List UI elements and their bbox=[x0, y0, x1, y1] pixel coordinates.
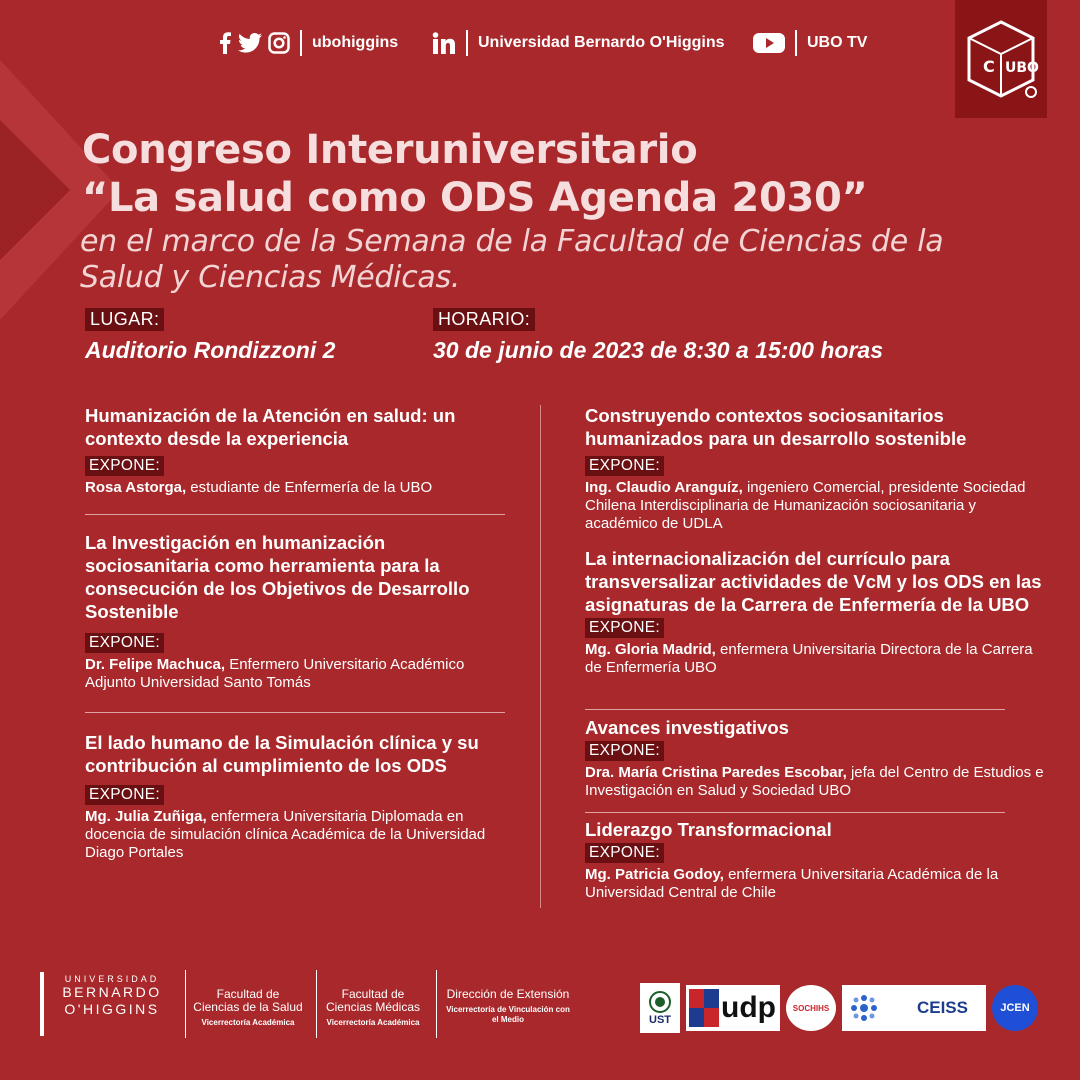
svg-text:C: C bbox=[983, 57, 995, 76]
section-rule bbox=[585, 812, 1005, 813]
expone-label: EXPONE: bbox=[585, 456, 664, 476]
talk-item bbox=[85, 404, 510, 497]
speaker-name: Dra. María Cristina Paredes Escobar, bbox=[585, 764, 847, 781]
talk-title: La Investigación en humanización sociosanitaria como herramienta para la consecución de los Objetivos de Desarrollo Sostenible bbox=[85, 532, 470, 622]
talk-title: La internacionalización del currículo para transversalizar actividades de VcM y los ODS en las asignaturas de la Carrera de Enfermería de la UBO bbox=[585, 548, 1042, 615]
social-separator bbox=[300, 30, 302, 56]
uni-line-3: O'HIGGINS bbox=[64, 1001, 160, 1017]
section-rule bbox=[85, 712, 505, 713]
uni-line-1: UNIVERSIDAD bbox=[64, 974, 160, 984]
social-separator bbox=[795, 30, 797, 56]
talk-title: Liderazgo Transformacional bbox=[585, 819, 832, 840]
partner-ust-logo bbox=[640, 983, 680, 1033]
talk-title: Construyendo contextos sociosanitarios humanizados para un desarrollo sostenible bbox=[585, 405, 967, 449]
partner-jcen-label: JCEN bbox=[1000, 1002, 1030, 1014]
partner-jcen-logo bbox=[992, 985, 1038, 1031]
lugar-label: LUGAR: bbox=[85, 308, 164, 331]
partner-udp-logo bbox=[686, 985, 780, 1031]
horario-label: HORARIO: bbox=[433, 308, 535, 331]
column-divider bbox=[540, 405, 541, 908]
youtube-icon bbox=[753, 32, 785, 54]
footer-separator bbox=[316, 970, 317, 1038]
speaker-role: enfermera Universitaria Académica de la Universidad Central de Chile bbox=[585, 866, 999, 901]
ubo-cube-icon bbox=[955, 0, 1047, 118]
speaker-role: jefa del Centro de Estudios e Investigación en Salud y Sociedad UBO bbox=[585, 764, 1044, 799]
talk-title: El lado humano de la Simulación clínica y su contribución al cumplimiento de los ODS bbox=[85, 732, 479, 776]
talk-speaker bbox=[585, 479, 1050, 533]
facebook-icon[interactable] bbox=[218, 32, 232, 54]
speaker-name: Mg. Patricia Godoy, bbox=[585, 866, 724, 883]
footer-separator bbox=[436, 970, 437, 1038]
speaker-role: Enfermero Universitario Académico Adjunto Universidad Santo Tomás bbox=[85, 656, 465, 691]
speaker-name: Ing. Claudio Aranguíz, bbox=[585, 479, 743, 496]
title-line-2: “La salud como ODS Agenda 2030” bbox=[82, 175, 868, 221]
faculty-health-sub: Vicerrectoría Académica bbox=[201, 1018, 295, 1027]
faculty-medical-name: Facultad de Ciencias Médicas bbox=[325, 987, 421, 1014]
partner-ust-label: UST bbox=[649, 1014, 671, 1026]
expone-label: EXPONE: bbox=[85, 456, 164, 476]
talk-item bbox=[585, 716, 1050, 800]
expone-label: EXPONE: bbox=[85, 633, 164, 653]
partner-ceiss-label: CEISS bbox=[916, 998, 968, 1017]
section-rule bbox=[85, 514, 505, 515]
linkedin-label: Universidad Bernardo O'Higgins bbox=[478, 34, 725, 51]
footer-separator bbox=[185, 970, 186, 1038]
expone-label: EXPONE: bbox=[585, 618, 664, 638]
talk-item bbox=[585, 547, 1050, 677]
partner-udp-label: udp bbox=[721, 991, 776, 1024]
uni-logo bbox=[52, 974, 172, 1018]
social-handle[interactable]: ubohiggins bbox=[312, 34, 399, 51]
ust-seal-icon bbox=[648, 990, 672, 1014]
talk-speaker bbox=[585, 764, 1050, 800]
extension-direction bbox=[444, 988, 572, 1025]
horario-value: 30 de junio de 2023 de 8:30 a 15:00 horas bbox=[433, 337, 883, 363]
uni-logo-bar bbox=[40, 972, 44, 1036]
extension-sub: Vicerrectoría de Vinculación con el Medio bbox=[446, 1005, 570, 1024]
talk-item bbox=[85, 531, 510, 692]
partner-ceiss-logo bbox=[842, 985, 986, 1031]
faculty-health bbox=[192, 988, 304, 1028]
speaker-role: enfermera Universitaria Directora de la Carrera de Enfermería UBO bbox=[585, 641, 1033, 676]
svg-text:UBO: UBO bbox=[1005, 60, 1039, 76]
subtitle: en el marco de la Semana de la Facultad de Ciencias de la Salud y Ciencias Médicas. bbox=[80, 224, 944, 295]
extension-name: Dirección de Extensión bbox=[446, 987, 570, 1001]
title-line-1: Congreso Interuniversitario bbox=[82, 127, 698, 173]
linkedin-icon bbox=[432, 32, 456, 54]
speaker-name: Dr. Felipe Machuca, bbox=[85, 656, 226, 673]
linkedin-link[interactable] bbox=[432, 30, 725, 56]
speaker-role: estudiante de Enfermería de la UBO bbox=[186, 479, 433, 496]
youtube-link[interactable] bbox=[753, 30, 867, 56]
expone-label: EXPONE: bbox=[585, 843, 664, 863]
talk-speaker bbox=[85, 479, 510, 497]
section-rule bbox=[585, 709, 1005, 710]
speaker-name: Mg. Julia Zuñiga, bbox=[85, 808, 207, 825]
expone-label: EXPONE: bbox=[85, 785, 164, 805]
talk-speaker bbox=[585, 866, 1050, 902]
partner-sochihs-logo bbox=[786, 985, 836, 1031]
talk-item bbox=[585, 404, 1050, 533]
speaker-role: ingeniero Comercial, presidente Sociedad Chilena Interdisciplinaria de Humanización sociosanitaria y académico de UDLA bbox=[585, 479, 1026, 532]
social-separator bbox=[466, 30, 468, 56]
talk-title: Humanización de la Atención en salud: un contexto desde la experiencia bbox=[85, 405, 456, 449]
faculty-health-name: Facultad de Ciencias de la Salud bbox=[193, 987, 303, 1014]
speaker-name: Mg. Gloria Madrid, bbox=[585, 641, 716, 658]
talk-item bbox=[85, 731, 510, 862]
lugar-value: Auditorio Rondizzoni 2 bbox=[85, 337, 336, 363]
udp-shield-icon bbox=[689, 989, 719, 1027]
ceiss-dots-icon bbox=[846, 990, 882, 1026]
uni-line-2: BERNARDO bbox=[62, 984, 162, 1000]
faculty-medical-sub: Vicerrectoría Académica bbox=[326, 1018, 420, 1027]
talk-speaker bbox=[585, 641, 1050, 677]
speaker-role: enfermera Universitaria Diplomada en docencia de simulación clínica Académica de la Universidad Diago Portales bbox=[85, 808, 486, 861]
partner-sochihs-label: SOCHIHS bbox=[792, 1003, 830, 1013]
talk-speaker bbox=[85, 808, 510, 862]
ubo-logo bbox=[955, 0, 1047, 118]
expone-label: EXPONE: bbox=[585, 741, 664, 761]
talk-title: Avances investigativos bbox=[585, 717, 789, 738]
social-bar bbox=[218, 30, 398, 56]
talk-speaker bbox=[85, 656, 510, 692]
talk-item bbox=[585, 818, 1050, 902]
twitter-icon[interactable] bbox=[238, 33, 262, 53]
instagram-icon[interactable] bbox=[268, 32, 290, 54]
youtube-label: UBO TV bbox=[807, 34, 868, 51]
faculty-medical bbox=[323, 988, 423, 1028]
speaker-name: Rosa Astorga, bbox=[85, 479, 187, 496]
